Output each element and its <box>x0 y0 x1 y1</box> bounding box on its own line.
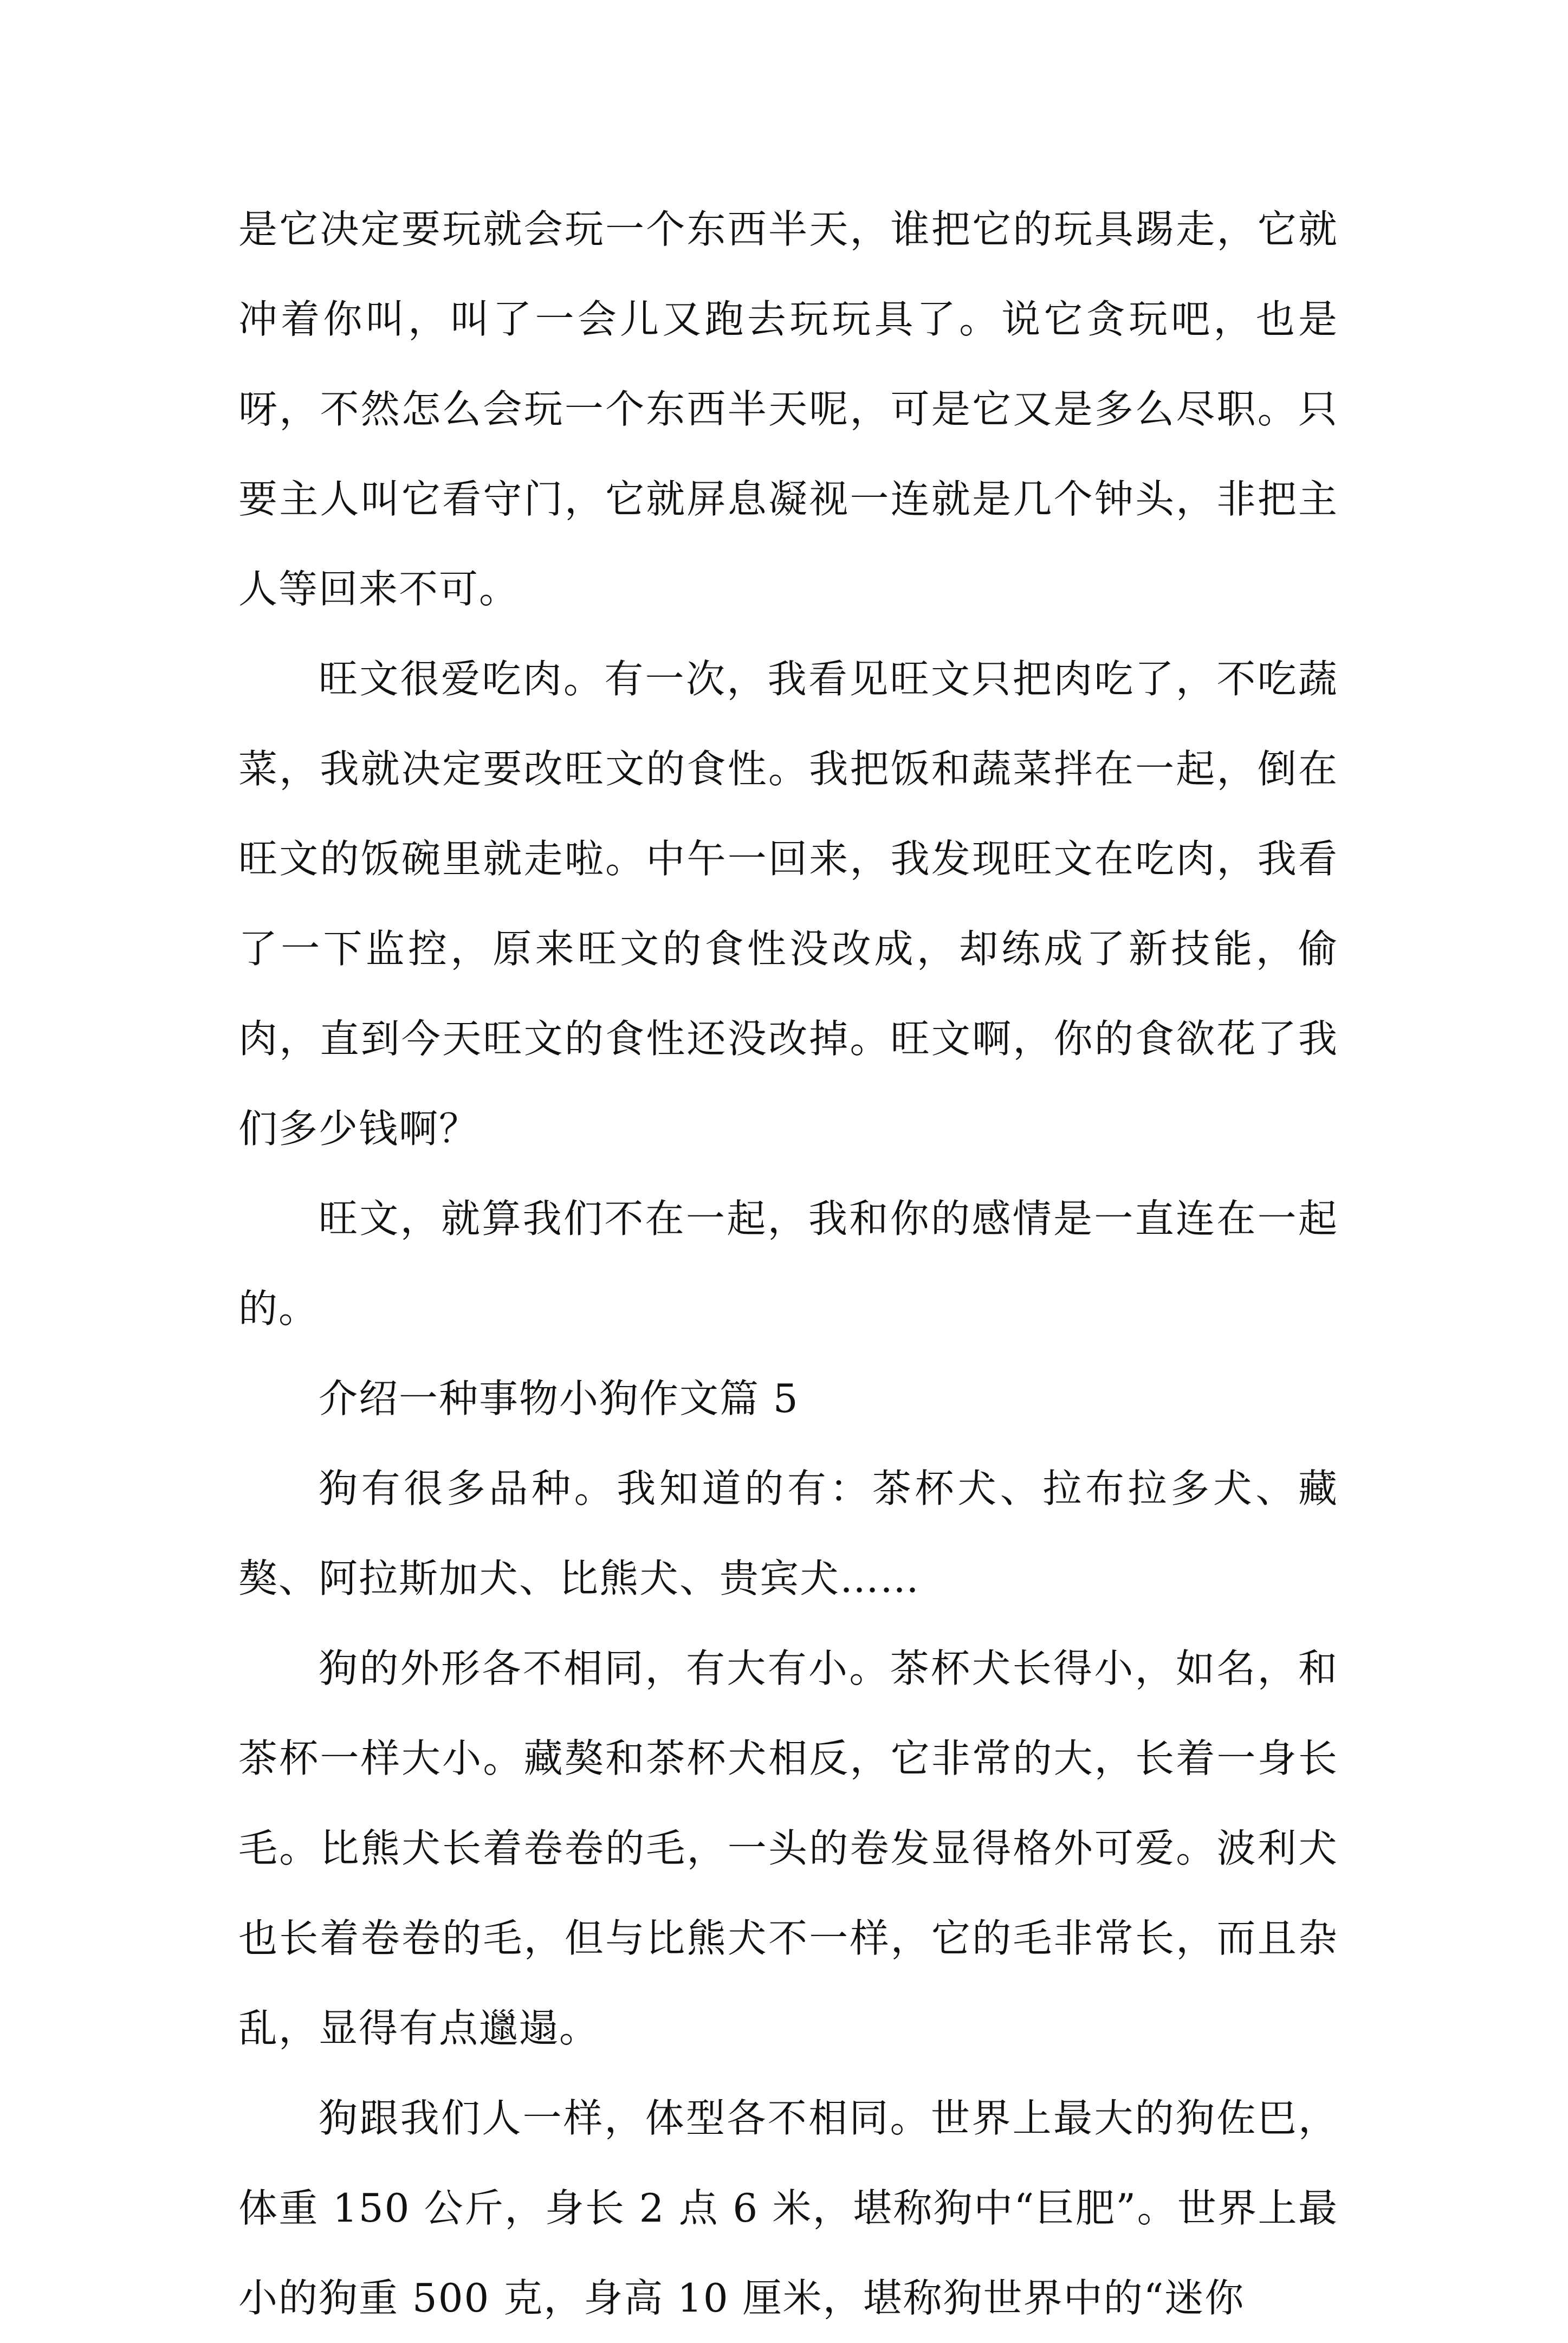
paragraph-2: 旺文很爱吃肉。有一次，我看见旺文只把肉吃了，不吃蔬菜，我就决定要改旺文的食性。我把饭和蔬菜拌在一起，倒在旺文的饭碗里就走啦。中午一回来，我发现旺文在吃肉，我看了一下监控，原来旺文的食性没改成，却练成了新技能，偷肉，直到今天旺文的食性还没改掉。旺文啊，你的食欲花了我们多少钱啊？ <box>238 656 1338 1151</box>
paragraph-5: 狗的外形各不相同，有大有小。茶杯犬长得小，如名，和茶杯一样大小。藏獒和茶杯犬相反，它非常的大，长着一身长毛。比熊犬长着卷卷的毛，一头的卷发显得格外可爱。波利犬也长着卷卷的毛，但与比熊犬不一样，它的毛非常长，而且杂乱，显得有点邋遢。 <box>238 1646 1338 2051</box>
section-heading: 介绍一种事物小狗作文篇 5 <box>319 1376 799 1421</box>
document-page <box>238 184 1338 2343</box>
paragraph-1: 是它决定要玩就会玩一个东西半天，谁把它的玩具踢走，它就冲着你叫，叫了一会儿又跑去玩玩具了。说它贪玩吧，也是呀，不然怎么会玩一个东西半天呢，可是它又是多么尽职。只要主人叫它看守门，它就屏息凝视一连就是几个钟头，非把主人等回来不可。 <box>238 206 1338 612</box>
paragraph-6: 狗跟我们人一样，体型各不相同。世界上最大的狗佐巴，体重 150 公斤，身长 2 点 6 米，堪称狗中“巨肥”。世界上最小的狗重 500 克，身高 10 厘米，堪称狗世界中的“迷你 <box>238 2095 1338 2321</box>
paragraph-4: 狗有很多品种。我知道的有：茶杯犬、拉布拉多犬、藏獒、阿拉斯加犬、比熊犬、贵宾犬…… <box>238 1466 1338 1601</box>
paragraph-3: 旺文，就算我们不在一起，我和你的感情是一直连在一起的。 <box>238 1196 1338 1331</box>
